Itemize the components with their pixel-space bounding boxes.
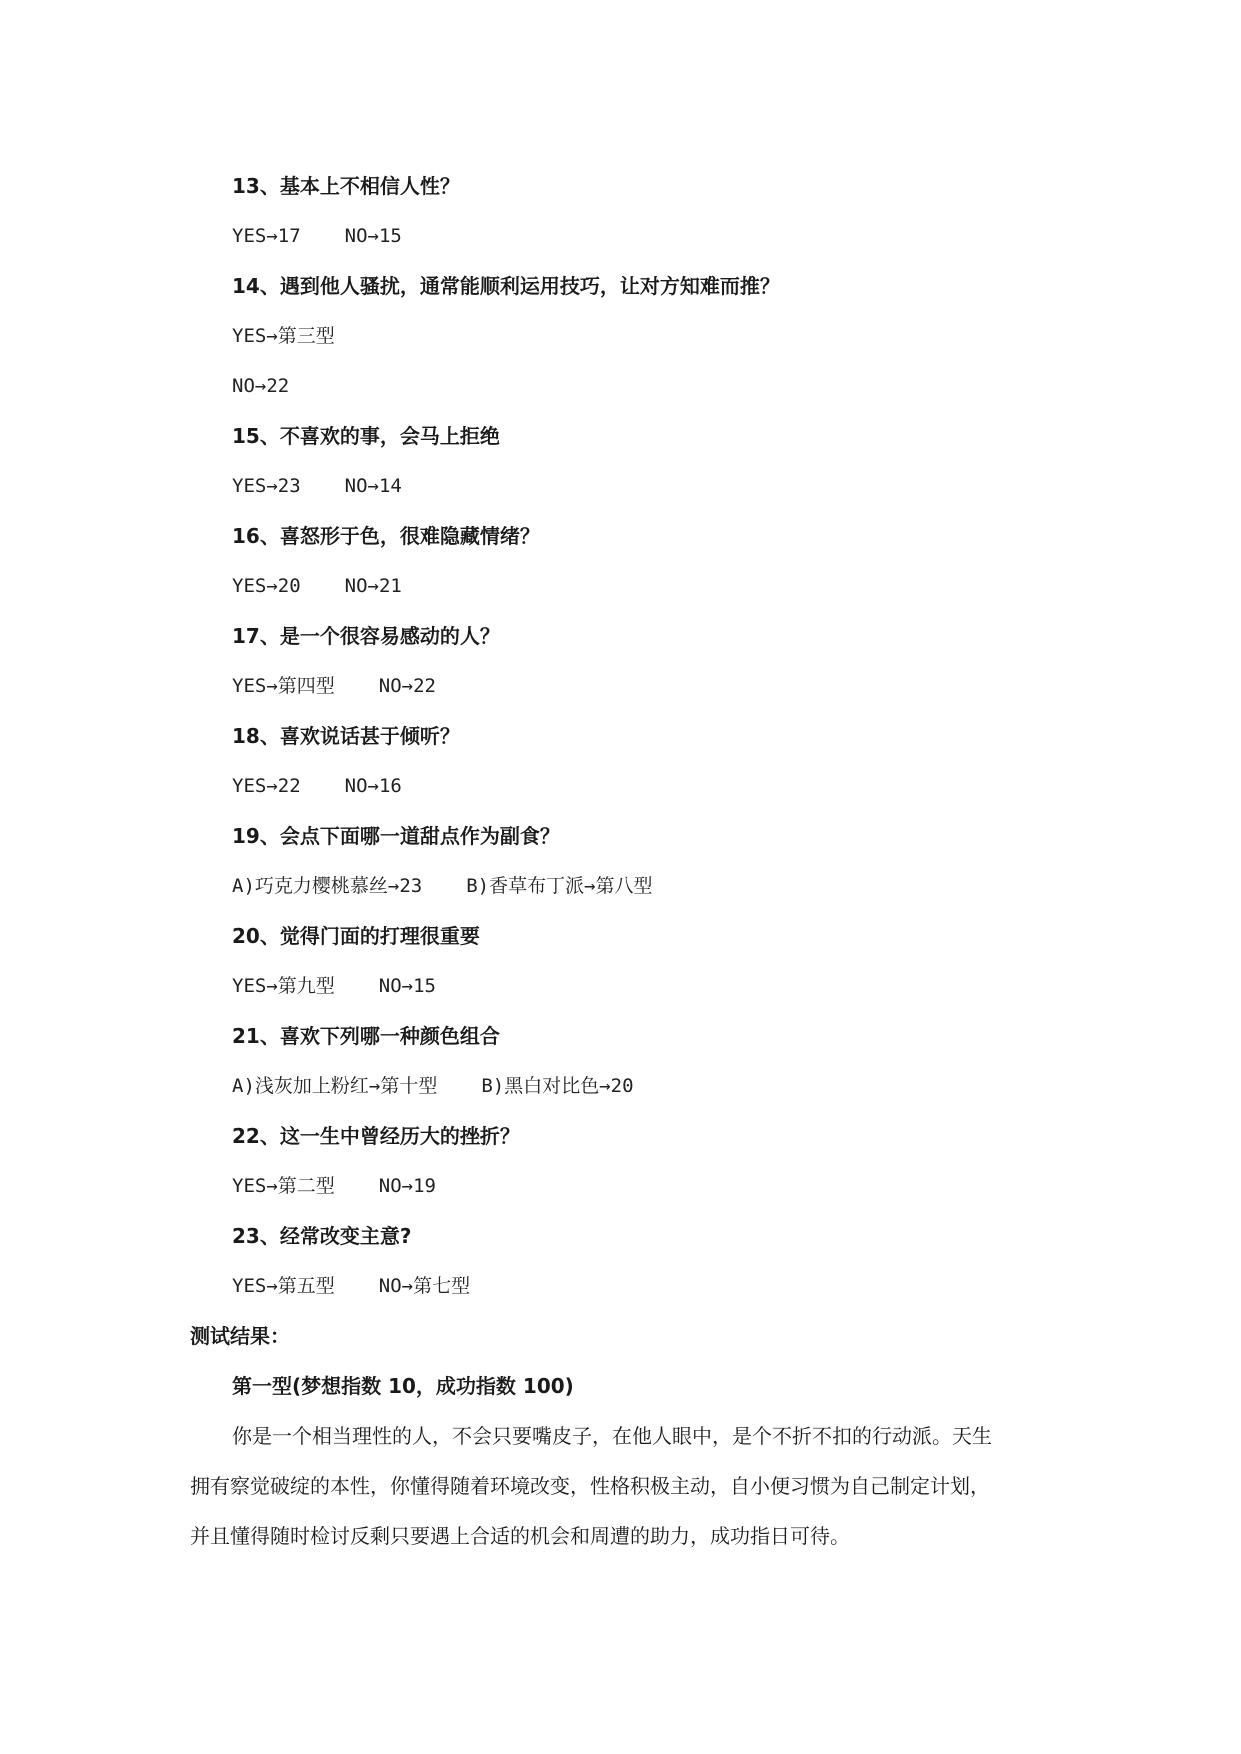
answer-19 bbox=[232, 872, 653, 900]
answer-yes: YES→第二型 bbox=[232, 1175, 335, 1197]
type1-paragraph-line-2: 拥有察觉破绽的本性，你懂得随着环境改变，性格积极主动，自小便习惯为自己制定计划， bbox=[190, 1474, 990, 1498]
answer-no: NO→19 bbox=[378, 1175, 436, 1197]
answer-22 bbox=[232, 1172, 436, 1200]
type1-paragraph-line-1: 你是一个相当理性的人，不会只要嘴皮子，在他人眼中，是个不折不扣的行动派。天生 bbox=[232, 1424, 992, 1448]
answer-no: NO→15 bbox=[344, 225, 402, 247]
answer-yes: YES→22 bbox=[232, 775, 301, 797]
results-heading: 测试结果： bbox=[190, 1324, 290, 1348]
answer-15 bbox=[232, 472, 402, 500]
option-a: A)浅灰加上粉红→第十型 bbox=[232, 1075, 438, 1097]
type1-paragraph-line-3: 并且懂得随时检讨反剩只要遇上合适的机会和周遭的助力，成功指日可待。 bbox=[190, 1524, 850, 1548]
answer-13 bbox=[232, 222, 402, 250]
question-17: 17、是一个很容易感动的人？ bbox=[232, 624, 500, 648]
answer-no: NO→22 bbox=[232, 375, 290, 397]
question-22: 22、这一生中曾经历大的挫折？ bbox=[232, 1124, 520, 1148]
answer-no: NO→22 bbox=[378, 675, 436, 697]
question-14: 14、遇到他人骚扰，通常能顺利运用技巧，让对方知难而推？ bbox=[232, 274, 780, 298]
answer-yes: YES→23 bbox=[232, 475, 301, 497]
question-16: 16、喜怒形于色，很难隐藏情绪？ bbox=[232, 524, 540, 548]
answer-14-no bbox=[232, 372, 289, 400]
answer-17 bbox=[232, 672, 436, 700]
question-18: 18、喜欢说话甚于倾听？ bbox=[232, 724, 460, 748]
answer-yes: YES→20 bbox=[232, 575, 301, 597]
answer-yes: YES→第四型 bbox=[232, 675, 335, 697]
option-b: B)黑白对比色→20 bbox=[481, 1075, 634, 1097]
question-20: 20、觉得门面的打理很重要 bbox=[232, 924, 480, 948]
question-15: 15、不喜欢的事，会马上拒绝 bbox=[232, 424, 500, 448]
question-21: 21、喜欢下列哪一种颜色组合 bbox=[232, 1024, 500, 1048]
answer-20 bbox=[232, 972, 436, 1000]
answer-21 bbox=[232, 1072, 634, 1100]
answer-yes: YES→第三型 bbox=[232, 325, 335, 347]
answer-14-yes bbox=[232, 322, 335, 350]
type1-title: 第一型(梦想指数 10，成功指数 100) bbox=[232, 1374, 574, 1398]
answer-16 bbox=[232, 572, 402, 600]
question-23: 23、经常改变主意? bbox=[232, 1224, 412, 1248]
answer-no: NO→14 bbox=[344, 475, 402, 497]
answer-yes: YES→17 bbox=[232, 225, 301, 247]
answer-18 bbox=[232, 772, 402, 800]
question-19: 19、会点下面哪一道甜点作为副食？ bbox=[232, 824, 560, 848]
option-a: A)巧克力樱桃慕丝→23 bbox=[232, 875, 423, 897]
answer-no: NO→21 bbox=[344, 575, 402, 597]
answer-yes: YES→第五型 bbox=[232, 1275, 335, 1297]
answer-23 bbox=[232, 1272, 470, 1300]
answer-no: NO→15 bbox=[378, 975, 436, 997]
option-b: B)香草布丁派→第八型 bbox=[466, 875, 653, 897]
answer-no: NO→16 bbox=[344, 775, 402, 797]
question-13: 13、基本上不相信人性？ bbox=[232, 174, 460, 198]
answer-yes: YES→第九型 bbox=[232, 975, 335, 997]
answer-no: NO→第七型 bbox=[378, 1275, 471, 1297]
